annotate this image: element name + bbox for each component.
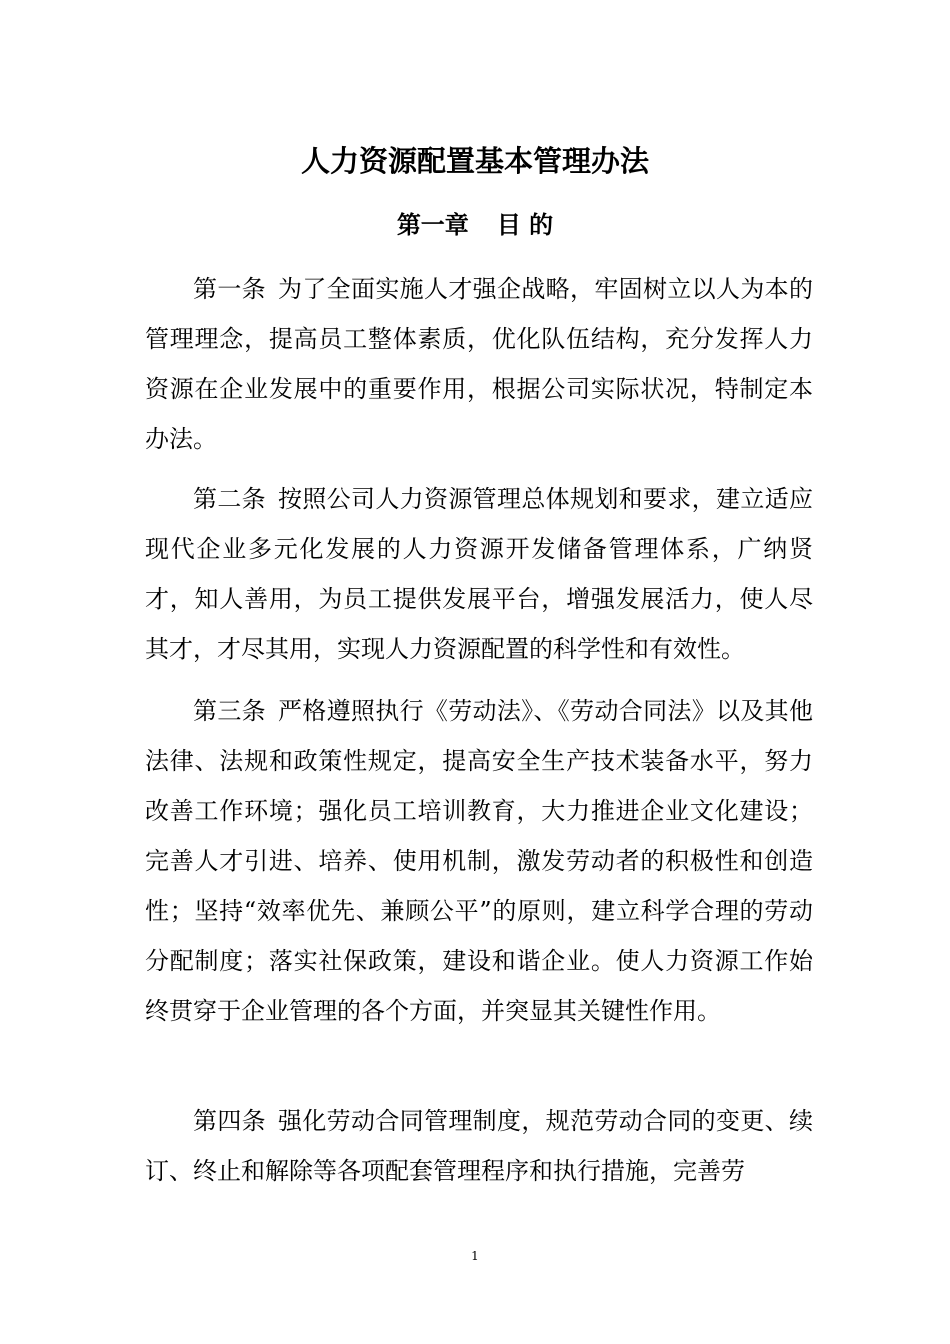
article-text: 按照公司人力资源管理总体规划和要求，建立适应现代企业多元化发展的人力资源开发储备管理体系，广纳贤才，知人善用，为员工提供发展平台，增强发展活力，使人尽其才，才尽其用，实现人力资源配置的科学性和有效性。 [145,485,813,663]
article-label: 第一条 [193,275,266,303]
article-1 [145,264,813,464]
article-text: 为了全面实施人才强企战略，牢固树立以人为本的管理理念，提高员工整体素质，优化队伍结构，充分发挥人力资源在企业发展中的重要作用，根据公司实际状况，特制定本办法。 [145,275,813,453]
page-number: 1 [471,1249,479,1263]
article-text: 严格遵照执行《劳动法》、《劳动合同法》以及其他法律、法规和政策性规定，提高安全生产技术装备水平，努力改善工作环境；强化员工培训教育，大力推进企业文化建设；完善人才引进、培养、使用机制，激发劳动者的积极性和创造性；坚持“效率优先、兼顾公平”的原则，建立科学合理的劳动分配制度；落实社保政策，建设和谐企业。使人力资源工作始终贯穿于企业管理的各个方面，并突显其关键性作用。 [145,697,814,1025]
chapter-heading [0,203,950,247]
article-label: 第四条 [193,1107,266,1135]
article-label: 第二条 [193,485,266,513]
article-2 [145,474,813,674]
article-3 [145,686,813,1036]
article-label: 第三条 [193,697,266,725]
article-4 [145,1096,813,1196]
chapter-number: 第一章 [396,210,469,239]
article-text: 强化劳动合同管理制度，规范劳动合同的变更、续订、终止和解除等各项配套管理程序和执行措施，完善劳 [145,1107,813,1185]
document-title: 人力资源配置基本管理办法 [300,144,649,178]
chapter-name: 目 的 [496,210,554,239]
